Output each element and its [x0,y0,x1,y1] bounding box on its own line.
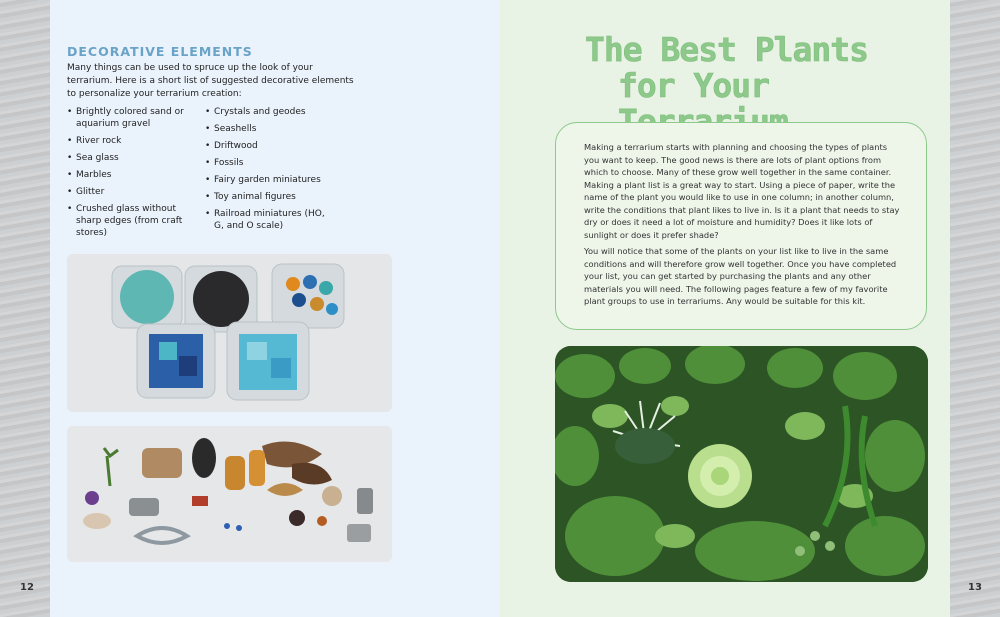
list-item: • Toy animal figures [205,191,340,203]
glass-bowls-photo [67,254,392,412]
page-number-right: 13 [968,582,982,593]
concrete-edge-right [950,0,1000,617]
paragraph-2: You will notice that some of the plants on your list like to live in the same conditions and will therefore grow well together. Once you have completed your list, you can get started by purchasing the plants and any other materials you will need. The following pages feature a few of my favorite plant groups to use in terrariums. Any would be suitable for this kit. [584,246,897,306]
list-item: • Seashells [205,123,340,135]
page-number-left: 12 [20,582,34,593]
list-item: • Railroad miniatures (HO, G, and O scale) [205,208,332,232]
list-item: • Fairy garden miniatures [205,174,340,186]
intro-text: Many things can be used to spruce up the look of your terrarium. Here is a short list of suggested decorative elements to personalize your terrarium creation: [67,63,354,99]
list-item: • River rock [67,135,202,147]
title-line-1: The Best Plants [585,30,869,69]
right-page [500,0,950,617]
list-item: • Driftwood [205,140,340,152]
list-item: • Glitter [67,186,202,198]
left-page [50,0,500,617]
plants-photo [555,346,928,582]
list-item: • Sea glass [67,152,202,164]
miniature-figures-photo [67,426,392,562]
decor-list-col2 [205,106,340,237]
list-item: • Marbles [67,169,202,181]
list-item: • Fossils [205,157,340,169]
list-item: • Crystals and geodes [205,106,340,118]
paragraph-1: Making a terrarium starts with planning and choosing the types of plants you want to keep. The good news is there are lots of plant options from which to choose. Many of these grow well together in the same container. Making a plant list is a great way to start. Using a piece of paper, write the name of the plant you would like to use in one column; in another column, write the conditions that plant likes to live in. Is it a plant that needs to stay dry or does it need a lot of moisture and humidity? Does it like lots of sunlight or does it prefer shade? [584,142,900,240]
title-line-2: for Your [618,66,769,105]
concrete-edge-left [0,0,50,617]
list-item: • Brightly colored sand or aquarium gravel [67,106,194,130]
list-item: • Crushed glass without sharp edges (from craft stores) [67,203,202,239]
intro-text-box [555,122,927,330]
section-title: DECORATIVE ELEMENTS [67,44,253,59]
decor-list-col1 [67,106,202,244]
